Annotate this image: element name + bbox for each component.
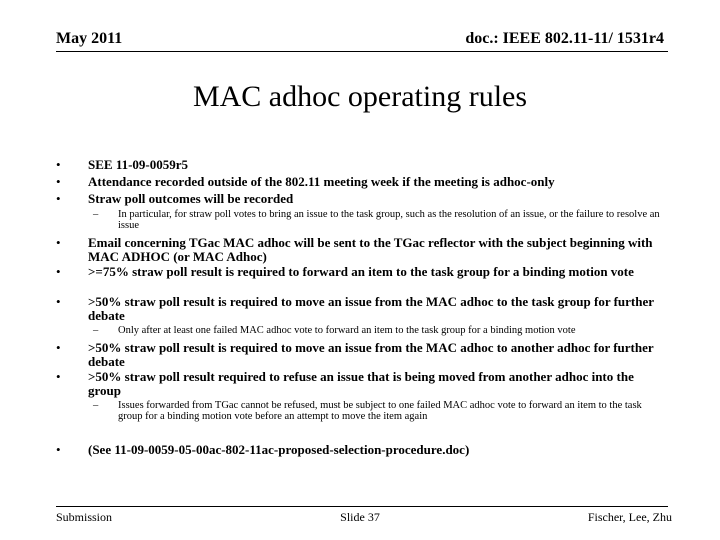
bullet-item xyxy=(56,265,666,279)
footer-submission: Submission xyxy=(56,510,113,524)
bullet-marker: • xyxy=(56,294,61,309)
sub-bullet-text: In particular, for straw poll votes to bring an issue to the task group, such as the resolution of an issue, or the failure to resolve an issue xyxy=(118,209,660,231)
sub-bullet-item xyxy=(93,400,663,422)
bullet-item xyxy=(56,175,666,189)
sub-bullet-item xyxy=(93,325,663,336)
bullet-text: >50% straw poll result is required to move an issue from the MAC adhoc to the task group for further debate xyxy=(88,294,654,323)
sub-bullet-marker: – xyxy=(93,400,99,411)
bullet-text: >50% straw poll result required to refuse an issue that is being moved from another adhoc into the group xyxy=(88,369,634,398)
bullet-marker: • xyxy=(56,369,61,384)
bullet-marker: • xyxy=(56,157,61,172)
bullet-marker: • xyxy=(56,340,61,355)
bullet-text: (See 11-09-0059-05-00ac-802-11ac-proposed-selection-procedure.doc) xyxy=(88,442,470,457)
sub-bullet-text: Issues forwarded from TGac cannot be refused, must be subject to one failed MAC adhoc vote to forward an item to the task group for a binding motion vote before an attempt to move the item again xyxy=(118,400,642,422)
header-divider xyxy=(56,51,668,52)
sub-bullet-marker: – xyxy=(93,325,99,336)
slide-title: MAC adhoc operating rules xyxy=(192,80,528,113)
footer-divider xyxy=(56,506,668,507)
bullet-item xyxy=(56,295,666,323)
bullet-marker: • xyxy=(56,235,61,250)
bullet-text: SEE 11-09-0059r5 xyxy=(88,157,189,172)
bullet-marker: • xyxy=(56,442,61,457)
bullet-marker: • xyxy=(56,264,61,279)
sub-bullet-text: Only after at least one failed MAC adhoc vote to forward an item to the task group for a binding motion vote xyxy=(118,325,576,336)
bullet-item xyxy=(56,341,666,369)
bullet-marker: • xyxy=(56,191,61,206)
sub-bullet-item xyxy=(93,209,663,231)
bullet-item xyxy=(56,443,666,457)
bullet-marker: • xyxy=(56,174,61,189)
sub-bullet-marker: – xyxy=(93,209,99,220)
bullet-item xyxy=(56,192,666,206)
bullet-text: Attendance recorded outside of the 802.11 meeting week if the meeting is adhoc-only xyxy=(88,174,555,189)
bullet-item xyxy=(56,158,666,172)
header-date: May 2011 xyxy=(56,30,123,47)
bullet-item xyxy=(56,370,666,398)
header-doc-id: doc.: IEEE 802.11-11/ 1531r4 xyxy=(465,30,664,47)
bullet-text: Straw poll outcomes will be recorded xyxy=(88,191,294,206)
bullet-text: >50% straw poll result is required to move an issue from the MAC adhoc to another adhoc for further debate xyxy=(88,340,654,369)
bullet-text: Email concerning TGac MAC adhoc will be sent to the TGac reflector with the subject beginning with MAC ADHOC (or MAC Adhoc) xyxy=(88,235,653,264)
footer-slide-number: Slide 37 xyxy=(340,510,380,524)
bullet-text: >=75% straw poll result is required to forward an item to the task group for a binding motion vote xyxy=(88,264,634,279)
footer-authors: Fischer, Lee, Zhu xyxy=(587,510,672,524)
bullet-item xyxy=(56,236,666,264)
